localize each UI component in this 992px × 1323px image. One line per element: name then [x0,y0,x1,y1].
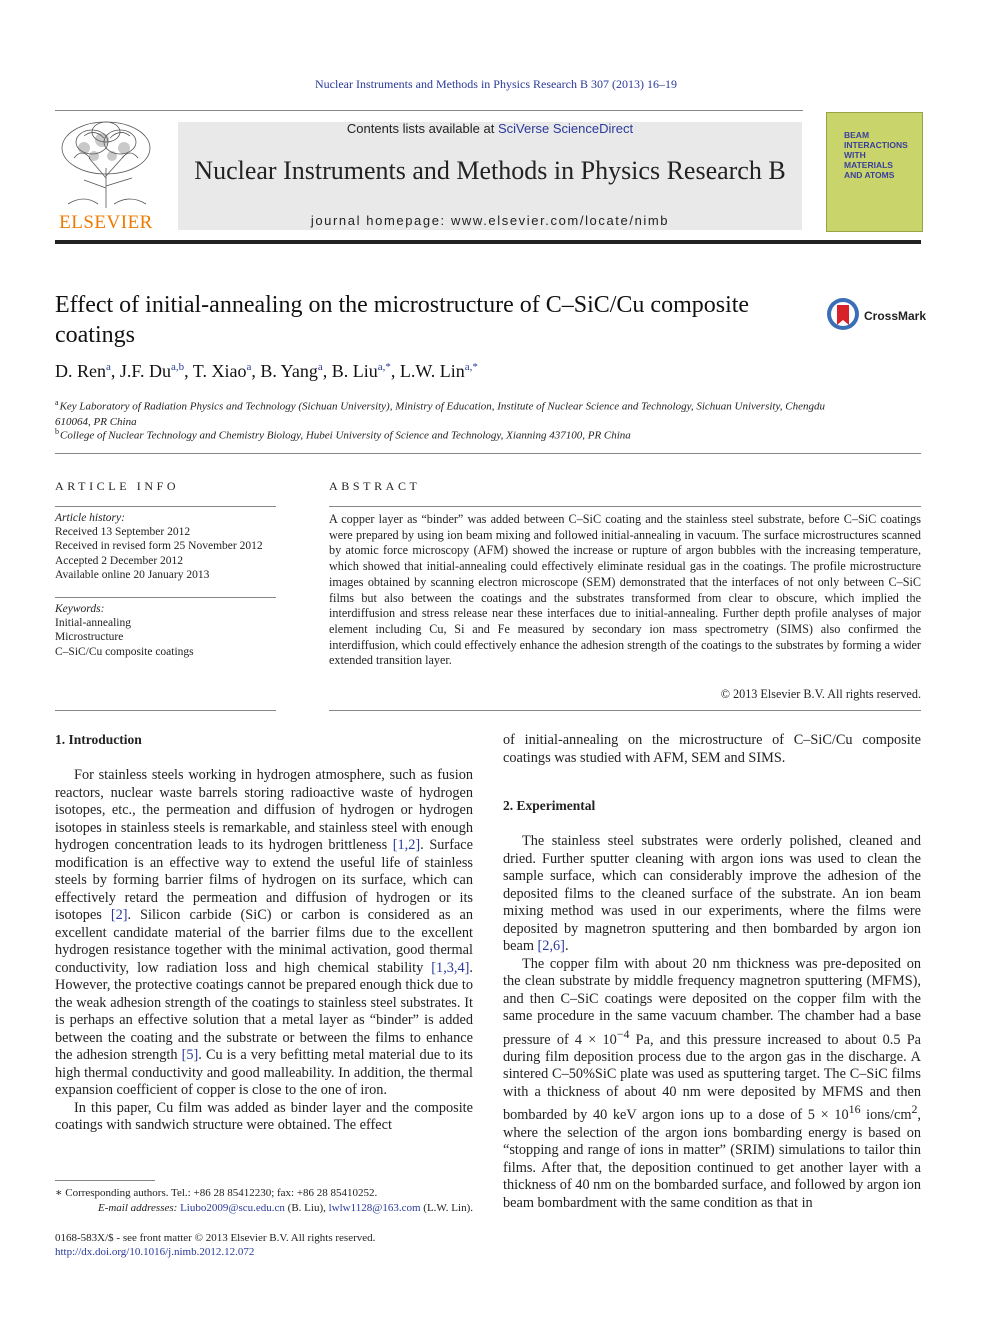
journal-cover-text [844,130,908,180]
cover-line: AND ATOMS [844,170,895,180]
paragraph [503,833,921,956]
crossmark-icon[interactable] [826,297,860,331]
history-item: Available online 20 January 2013 [55,568,210,581]
citation-link[interactable]: [2] [110,907,128,923]
keywords-block [55,602,285,659]
exponent: 2 [911,1102,918,1117]
email-link[interactable]: lwlw1128@163.com [328,1202,421,1214]
author-affil-mark[interactable]: a,b [170,361,185,373]
author-separator: , [110,361,120,381]
text-run: Pa, and this pressure increased to about 0.5 Pa during film deposition process due to the argon gas in the discharge. A sintered C–50%SiC plate was used as sputtering target. The C–SiC films with a thickness of about 40 nm were deposited by MFMS and then bombarded by 40 keV argon ions up to a dose of 5 × 10 [503,1031,921,1124]
paragraph: of initial-annealing on the microstructure of C–SiC/Cu composite coatings was studied with AFM, SEM and SIMS. [503,732,921,766]
email-link[interactable]: Liubo2009@scu.edu.cn [180,1202,285,1214]
footnote-rule [55,1180,155,1181]
abstract-heading: ABSTRACT [329,479,421,493]
email-addresses [55,1201,473,1216]
citation-link[interactable]: [1,2] [392,837,421,853]
article-info-rule [55,710,276,711]
affiliation-mark: b [55,427,59,436]
journal-homepage[interactable]: journal homepage: www.elsevier.com/locate/nimb [310,213,670,228]
keywords-label: Keywords: [55,603,105,615]
citation-link[interactable]: [2,6] [537,938,565,954]
section-heading-introduction: 1. Introduction [55,732,142,747]
author-affil-mark[interactable]: a [246,361,252,373]
author-affil-mark[interactable]: a [106,361,111,373]
abstract-rule [329,710,921,711]
author-list [55,361,478,382]
paragraph: In this paper, Cu film was added as binder layer and the composite coatings with sandwich structure were obtained. The effect [55,1099,473,1133]
author-affil-mark[interactable]: a,* [377,361,391,373]
journal-reference-link[interactable]: Nuclear Instruments and Methods in Physics Research B 307 (2013) 16–19 [315,77,677,91]
author-separator: , [184,361,193,381]
paragraph [55,767,473,1100]
citation-link[interactable]: [5] [181,1047,199,1063]
exponent: −4 [616,1026,630,1041]
affiliation-text: Key Laboratory of Radiation Physics and Technology (Sichuan University), Ministry of Education, Institute of Nuclear Science and Technology, Sichuan University, Chengdu 610064, PR China [55,400,825,428]
article-history [55,511,285,582]
author-name[interactable]: B. Liu [331,361,378,381]
history-item: Received 13 September 2012 [55,526,191,539]
contents-line [178,121,802,136]
article-info-heading: ARTICLE INFO [55,479,180,493]
history-item: Accepted 2 December 2012 [55,554,184,567]
author-name[interactable]: D. Ren [55,361,106,381]
cover-line: BEAM [844,130,870,140]
author-separator: , [251,361,261,381]
left-column-text [55,767,473,1135]
keyword-item: C–SiC/Cu composite coatings [55,645,194,658]
text-run: . Cu is a very befitting metal material due to its high thermal conductivity and good malleability. In addition, the thermal expansion coefficient of copper is close to the one of iron. [55,1047,473,1098]
email-owner: (L.W. Lin). [420,1202,473,1214]
abstract-rule [329,506,921,507]
right-column-text [503,833,921,1212]
right-column-continuation [503,732,921,767]
text-run: . Surface modification is an effective way to extend the useful life of stainless steels by forming barrier films of hydrogen on its surface, which can effectively retard the permeation and diffusion of hydrogen or its isotopes [55,837,473,923]
email-owner: (B. Liu), [284,1202,329,1214]
elsevier-wordmark: ELSEVIER [59,212,153,233]
author-name[interactable]: J.F. Du [119,361,171,381]
cover-line: WITH [844,150,866,160]
keyword-item: Initial-annealing [55,617,131,630]
cover-line: INTERACTIONS [844,140,908,150]
text-run: For stainless steels working in hydrogen atmosphere, such as fusion reactors, nuclear waste barrels storing radioactive waste of hydrogen isotopes, etc., the permeation and diffusion of hydrogen or hydrogen isotopes in stainless steels is remarkable, and stainless steel with enough hydrogen concentration leads to its hydrogen brittleness [55,767,473,853]
text-run: . Silicon carbide (SiC) or carbon is considered as an excellent candidate material of the barrier films due to the excellent hydrogen resistance together with the minimal activation, good thermal conductivity, low radiation loss and high chemical stability [55,907,473,976]
text-run: ions/cm [860,1107,912,1124]
paragraph [503,956,921,1213]
author-affil-mark[interactable]: a,* [464,361,478,373]
cover-line: MATERIALS [844,160,893,170]
exponent: 16 [848,1102,861,1117]
author-name[interactable]: T. Xiao [192,361,247,381]
section-heading-experimental: 2. Experimental [503,798,596,813]
author-name[interactable]: B. Yang [260,361,318,381]
affiliation-b [55,424,855,444]
citation-link[interactable]: [1,3,4] [431,959,470,976]
article-info-rule [55,506,276,507]
author-affil-mark[interactable]: a [317,361,323,373]
email-label: E-mail addresses: [97,1202,181,1214]
crossmark-label[interactable]: CrossMark [864,309,927,323]
text-run: , where the selection of the argon ions bombarding energy is based on “stopping and range of ions in matter” (SRIM) simulations to tailor thin films. After that, the deposition continued to get another layer with a thickness of 40 nm on the bombarded surface, and followed by argon ion beam bombardment with the same condition as that in [503,1107,921,1211]
section-rule [55,453,921,454]
keyword-item: Microstructure [55,631,124,644]
abstract-copyright: © 2013 Elsevier B.V. All rights reserved. [720,687,921,701]
issn-line: 0168-583X/$ - see front matter © 2013 Elsevier B.V. All rights reserved. [55,1232,376,1244]
history-label: Article history: [55,512,125,524]
author-name[interactable]: L.W. Lin [399,361,465,381]
history-item: Received in revised form 25 November 2012 [55,540,263,553]
article-info-rule [55,597,276,598]
affiliation-text: College of Nuclear Technology and Chemistry Biology, Hubei University of Science and Technology, Xianning 437100, PR China [60,429,631,442]
doi-link[interactable]: http://dx.doi.org/10.1016/j.nimb.2012.12.072 [55,1246,255,1258]
journal-title: Nuclear Instruments and Methods in Physics Research B [194,156,786,185]
text-run: The stainless steel substrates were orderly polished, cleaned and dried. Further sputter cleaning with argon ions was used to clean the sample surface, which can considerably improve the adhesion of the deposited films to the cleaned surface of the substrate. An ion beam mixing method was used in our experiments, where the films were deposited by magnetron sputtering and then bombarded by argon ion beam [503,833,921,954]
header-thick-rule [55,240,921,244]
corresponding-author-note: ∗ Corresponding authors. Tel.: +86 28 85412230; fax: +86 28 85410252. [55,1187,378,1199]
text-run: The copper film with about 20 nm thickness was pre-deposited on the clean substrate by middle frequency magnetron sputtering (MFMS), and then C–SiC coatings were deposited on the copper film with the same procedure in the same vacuum chamber. The chamber had a base pressure of 4 × 10 [503,955,921,1048]
author-separator: , [322,361,332,381]
article-title: Effect of initial-annealing on the microstructure of C–SiC/Cu composite coatings [55,292,750,348]
sciencedirect-link[interactable]: SciVerse ScienceDirect [497,121,634,136]
text-run: . [564,938,569,954]
contents-prefix: Contents lists available at [346,121,498,136]
abstract-text: A copper layer as “binder” was added between C–SiC coating and the stainless steel substrate, before C–SiC coatings were prepared by using ion beam mixing and followed initial-annealing in vacuum. The surface microstructures scanned by atomic force microscopy (AFM) showed the increase or rupture of argon bubbles with the increasing temperature, which showed that initial-annealing could effectively eliminate residual gas in the coatings. The profile microstructure images obtained by scanning electron microscope (SEM) demonstrated that the interfaces of not only between C–SiC films but also between the coatings and the substrates transformed from clear to obscure, which implied the interdiffusion and stress release near these interfaces due to initial-annealing. Further depth profile analyses of major element including Cu, Si and Fe measured by secondary ion mass spectrometry (SIMS) also confirmed the interdiffusion, which could effectively enhance the adhesion strength of the coatings to the substrates by forming a wider extended transition layer. [329,512,921,668]
text-run: . However, the protective coatings cannot be prepared enough thick due to the weak adhesion strength of the coatings to stainless steel substrates. It is perhaps an effective solution that a metal layer as “binder” is added between the coating and the substrate or between the films to enhance the adhesion strength [55,959,473,1063]
affiliation-mark: a [55,398,59,407]
author-separator: , [390,361,400,381]
header-top-rule [55,110,803,111]
